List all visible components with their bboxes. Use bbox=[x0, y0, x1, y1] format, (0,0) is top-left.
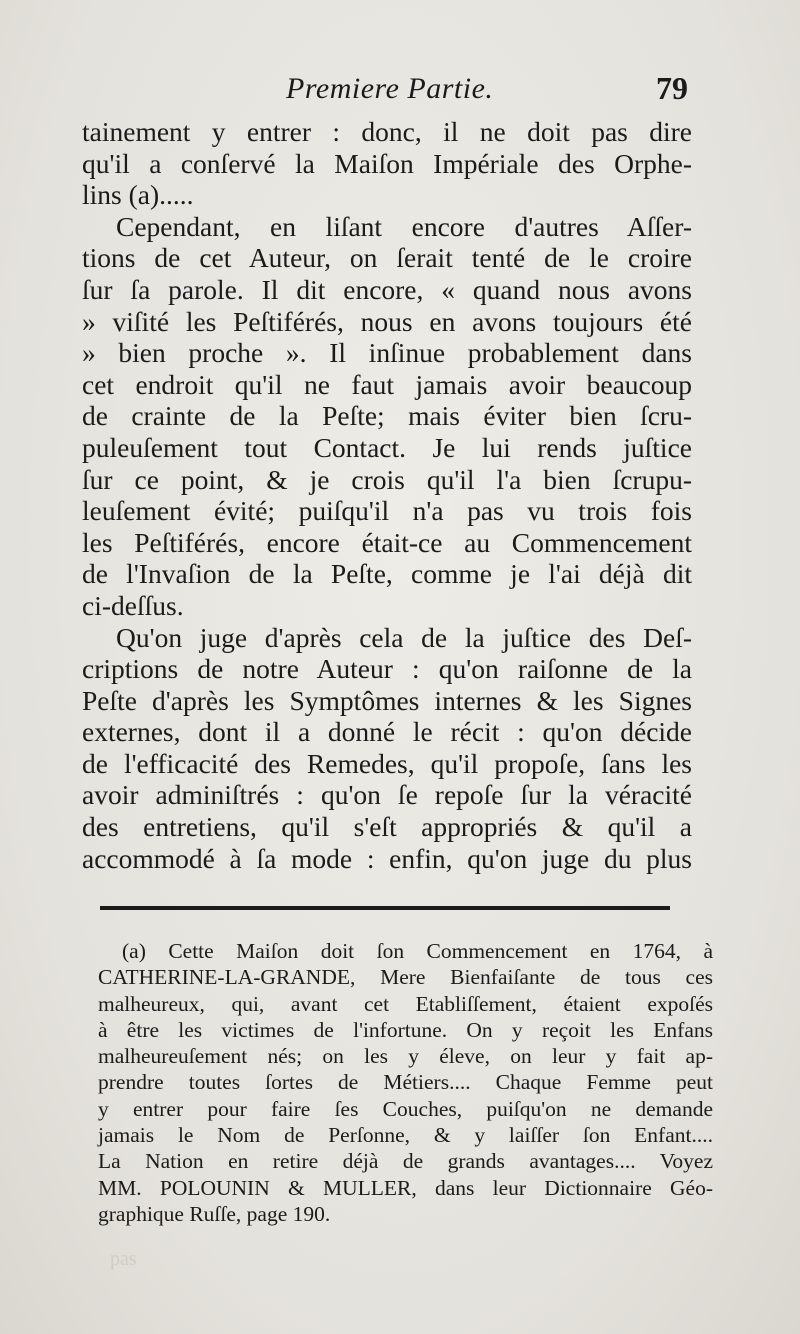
text-line: accommodé à ſa mode : enfin, qu'on juge du plus bbox=[82, 842, 692, 874]
footnote-line: jamais le Nom de Perſonne, & y laiſſer ſon Enfant.... bbox=[98, 1123, 713, 1148]
text-line: ſur ſa parole. Il dit encore, « quand nous avons bbox=[82, 273, 692, 305]
text-line: Qu'on juge d'après cela de la juſtice des Deſ- bbox=[116, 621, 692, 653]
footnote bbox=[98, 938, 713, 1227]
page-header bbox=[96, 72, 688, 116]
text-line: les Peſtiférés, encore était-ce au Commencement bbox=[82, 526, 692, 558]
text-line: cet endroit qu'il ne faut jamais avoir beaucoup bbox=[82, 368, 692, 400]
text-line: tions de cet Auteur, on ſerait tenté de le croire bbox=[82, 242, 692, 274]
footnote-line: à être les victimes de l'infortune. On y reçoit les Enfans bbox=[98, 1017, 713, 1042]
text-line: de l'Invaſion de la Peſte, comme je l'ai déjà dit bbox=[82, 558, 692, 590]
text-line: leuſement évité; puiſqu'il n'a pas vu trois fois bbox=[82, 495, 692, 527]
footnote-line: prendre toutes ſortes de Métiers.... Chaque Femme peut bbox=[98, 1070, 713, 1095]
text-line: ſur ce point, & je crois qu'il l'a bien ſcrupu- bbox=[82, 463, 692, 495]
text-line: criptions de notre Auteur : qu'on raiſonne de la bbox=[82, 653, 692, 685]
footnote-line: y entrer pour faire ſes Couches, puiſqu'on ne demande bbox=[98, 1096, 713, 1121]
text-line: Cependant, en liſant encore d'autres Aſſer- bbox=[116, 210, 692, 242]
body-text bbox=[82, 116, 692, 874]
footnote-line: (a) Cette Maiſon doit ſon Commencement en 1764, à bbox=[122, 939, 713, 963]
text-line: externes, dont il a donné le récit : qu'on décide bbox=[82, 716, 692, 748]
footnote-line: malheureuſement nés; on les y éleve, on leur y fait ap- bbox=[98, 1044, 713, 1069]
text-line: ci-deſſus. bbox=[82, 589, 184, 621]
footnote-line: malheureux, qui, avant cet Etabliſſement, étaient expoſés bbox=[98, 991, 713, 1016]
text-line: lins (a)..... bbox=[82, 179, 194, 211]
text-line: » viſité les Peſtiférés, nous en avons toujours été bbox=[82, 305, 692, 337]
text-line: » bien proche ». Il inſinue probablement dans bbox=[82, 337, 692, 369]
footnote-line: CATHERINE-LA-GRANDE, Mere Bienfaiſante de tous ces bbox=[98, 965, 713, 990]
text-line: des entretiens, qu'il s'eſt appropriés & qu'il a bbox=[82, 811, 692, 843]
page-number: 79 bbox=[656, 70, 688, 106]
bleed-through-text: pas bbox=[110, 1248, 137, 1270]
text-line: avoir adminiſtrés : qu'on ſe repoſe ſur la véracité bbox=[82, 779, 692, 811]
footnote-line: La Nation en retire déjà de grands avantages.... Voyez bbox=[98, 1149, 713, 1174]
text-line: qu'il a conſervé la Maiſon Impériale des Orphe- bbox=[82, 147, 692, 179]
text-line: puleuſement tout Contact. Je lui rends juſtice bbox=[82, 431, 692, 463]
text-line: tainement y entrer : donc, il ne doit pas dire bbox=[82, 116, 692, 147]
text-line: de l'efficacité des Remedes, qu'il propoſe, ſans les bbox=[82, 747, 692, 779]
footnote-line: MM. POLOUNIN & MULLER, dans leur Dictionnaire Géo- bbox=[98, 1175, 713, 1200]
footnote-line: graphique Ruſſe, page 190. bbox=[98, 1201, 331, 1226]
text-line: Peſte d'après les Symptômes internes & les Signes bbox=[82, 684, 692, 716]
footnote-divider bbox=[100, 906, 670, 910]
text-line: de crainte de la Peſte; mais éviter bien ſcru- bbox=[82, 400, 692, 432]
running-title: Premiere Partie. bbox=[286, 72, 494, 105]
